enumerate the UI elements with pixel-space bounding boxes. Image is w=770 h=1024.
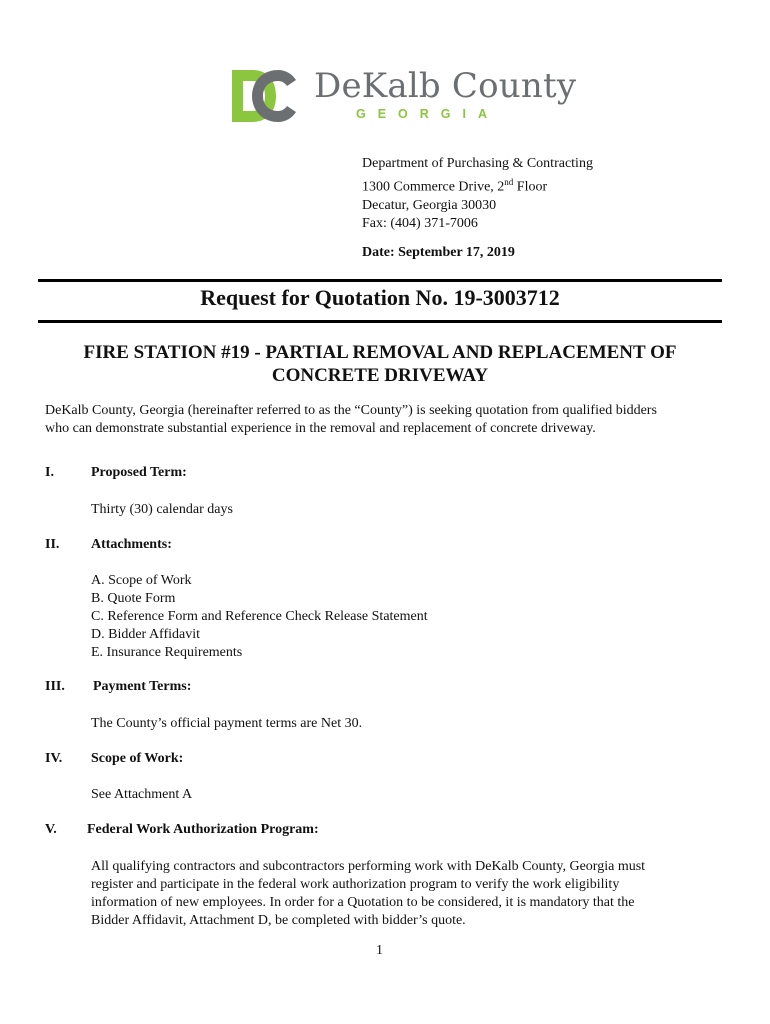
section-5-body [91,858,645,930]
attachment-item: B. Quote Form [91,591,176,606]
section-3-body [91,715,362,733]
city-state-zip: Decatur, Georgia 30030 [362,197,497,213]
section-5-line: All qualifying contractors and subcontractors performing work with DeKalb County, Georgia must [91,859,646,874]
project-heading-line-1: FIRE STATION #19 - PARTIAL REMOVAL AND REPLACEMENT OF [83,342,677,363]
attachment-item: C. Reference Form and Reference Check Release Statement [91,609,428,624]
section-5-line: Bidder Affidavit, Attachment D, be completed with bidder’s quote. [91,913,466,928]
section-4-body [91,786,192,804]
intro-line-1: DeKalb County, Georgia (hereinafter referred to as the “County”) is seeking quotation from qualified bidders [45,403,657,418]
proposed-term-text: Thirty (30) calendar days [91,502,233,517]
document-date: Date: September 17, 2019 [362,245,515,260]
ordinal-suffix: nd [504,177,514,187]
section-4-number: IV. [45,751,63,766]
section-2-title: Attachments: [91,537,172,552]
section-3-title: Payment Terms: [93,679,192,694]
dekalb-county-logo-icon [232,68,302,124]
attachment-item: A. Scope of Work [91,573,192,588]
logo-wordmark: DeKalb County [314,66,577,106]
title-top-rule [38,279,722,282]
floor-text: Floor [513,179,548,195]
section-5-title: Federal Work Authorization Program: [87,822,319,837]
department-name: Department of Purchasing & Contracting [362,156,593,171]
logo-subtitle: GEORGIA [356,107,500,121]
street-address [362,173,593,197]
scope-of-work-text: See Attachment A [91,787,193,802]
section-3-number: III. [45,679,65,694]
project-heading-line-2: CONCRETE DRIVEWAY [271,365,489,386]
attachment-item: E. Insurance Requirements [91,645,243,660]
section-4-title: Scope of Work: [91,751,184,766]
section-2-number: II. [45,537,60,552]
attachments-list [91,572,428,662]
payment-terms-text: The County’s official payment terms are Net 30. [91,716,363,731]
department-address [362,155,593,233]
section-5-number: V. [45,822,57,837]
rfq-title: Request for Quotation No. 19-3003712 [200,285,560,310]
page-number: 1 [376,943,383,958]
attachment-item: D. Bidder Affidavit [91,627,201,642]
section-1-body [91,501,233,519]
street-address-text: 1300 Commerce Drive, 2 [362,179,505,195]
section-1-number: I. [45,465,54,480]
intro-paragraph [45,402,657,438]
intro-line-2: who can demonstrate substantial experience in the removal and replacement of concrete driveway. [45,421,596,436]
title-bottom-rule [38,320,722,323]
project-heading [40,341,720,387]
section-5-line: information of new employees. In order for a Quotation to be considered, it is mandatory that the [91,895,635,910]
fax-number: Fax: (404) 371-7006 [362,215,478,231]
section-5-line: register and participate in the federal work authorization program to verify the work eligibility [91,877,620,892]
section-1-title: Proposed Term: [91,465,187,480]
